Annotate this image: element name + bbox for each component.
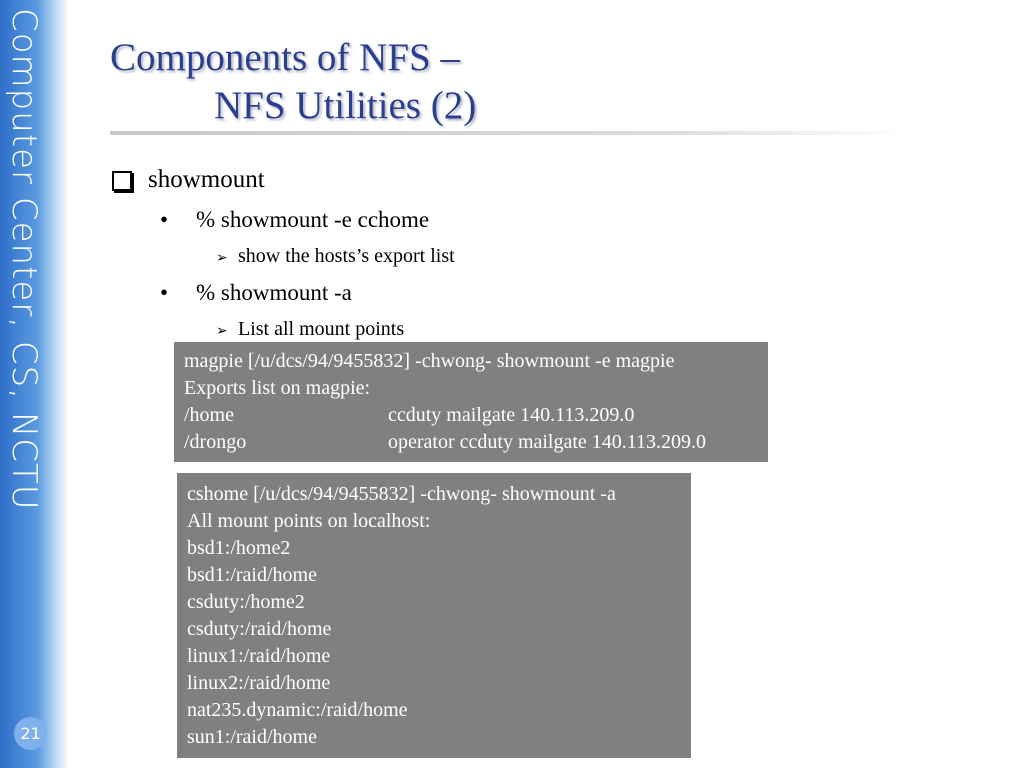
bullet-cmd1 [160,207,429,233]
terminal-output-exports [174,342,768,462]
export-path: /drongo [184,431,247,453]
bullet-cmd2-desc-label: List all mount points [238,318,405,340]
dot-bullet-icon: • [160,207,169,232]
terminal-output-mounts [177,473,691,758]
slide-title [110,34,476,130]
bullet-cmd1-desc [216,245,455,268]
bullet-showmount-label: showmount [148,166,265,193]
export-hosts: ccduty mailgate 140.113.209.0 [388,404,635,426]
terminal-prompt: cshome [/u/dcs/94/9455832] -chwong- showmount -a [187,483,616,505]
checkbox-bullet-icon [112,171,132,191]
mount-line: sun1:/raid/home [187,726,317,748]
mount-line: csduty:/raid/home [187,618,332,640]
terminal-header: All mount points on localhost: [187,510,431,532]
title-line-1: Components of NFS – [110,36,460,79]
bullet-cmd2-desc [216,318,404,341]
bullet-showmount [112,166,265,194]
arrow-bullet-icon: ➢ [216,324,228,339]
bullet-cmd1-label: % showmount -e cchome [196,207,430,232]
sidebar-band [0,0,69,768]
mount-line: linux2:/raid/home [187,672,331,694]
title-divider [110,131,910,135]
bullet-cmd2-label: % showmount -a [196,280,352,305]
export-path: /home [184,404,234,426]
terminal-header: Exports list on magpie: [184,377,371,399]
page-number-badge: 21 [14,717,47,750]
mount-line: bsd1:/home2 [187,537,291,559]
mount-line: bsd1:/raid/home [187,564,317,586]
terminal-prompt: magpie [/u/dcs/94/9455832] -chwong- showmount -e magpie [184,350,675,372]
dot-bullet-icon: • [160,280,169,305]
arrow-bullet-icon: ➢ [216,251,228,266]
title-line-2: NFS Utilities (2) [214,84,477,127]
mount-line: nat235.dynamic:/raid/home [187,699,408,721]
sidebar-org-label: Computer Center, CS, NCTU [4,8,44,511]
export-row [184,429,758,456]
mount-line: linux1:/raid/home [187,645,331,667]
bullet-cmd1-desc-label: show the hosts’s export list [238,245,455,267]
mount-line: csduty:/home2 [187,591,305,613]
bullet-cmd2 [160,280,352,306]
export-row [184,402,758,429]
export-hosts: operator ccduty mailgate 140.113.209.0 [388,431,707,453]
